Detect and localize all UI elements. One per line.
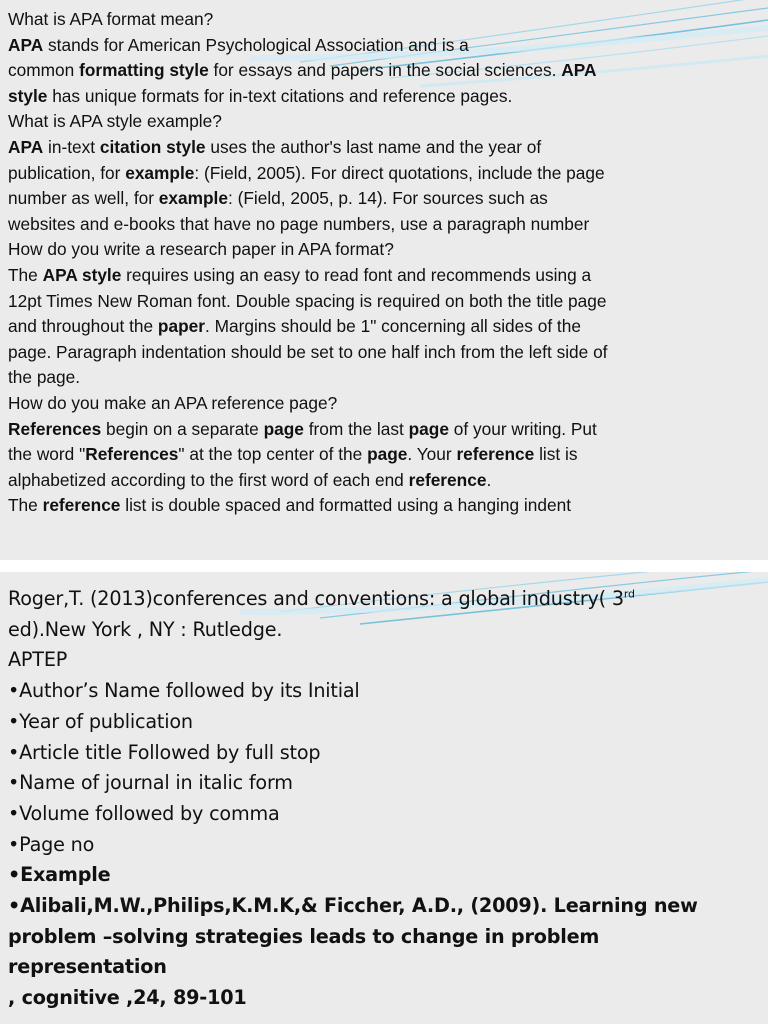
text-line bbox=[8, 365, 760, 391]
text-line bbox=[8, 289, 760, 315]
bold-text-run: APA bbox=[8, 34, 44, 55]
text-line bbox=[8, 391, 760, 417]
example-label: •Example bbox=[8, 863, 111, 887]
text-run: alphabetized according to the first word of each end bbox=[8, 469, 409, 490]
text-run: the page. bbox=[8, 367, 81, 388]
text-line bbox=[8, 33, 760, 59]
text-run: : (Field, 2005). For direct quotations, include the page bbox=[194, 162, 605, 183]
text-run: has unique formats for in-text citations and reference pages. bbox=[47, 85, 513, 106]
text-run: websites and e-books that have no page numbers, use a paragraph number bbox=[8, 213, 590, 234]
reference-format-text-block bbox=[8, 584, 764, 1014]
text-run: number as well, for bbox=[8, 188, 159, 209]
text-run: How do you write a research paper in APA format? bbox=[8, 239, 394, 260]
text-line bbox=[8, 263, 760, 289]
text-run: and throughout the bbox=[8, 316, 158, 337]
bold-text-run: page bbox=[367, 444, 408, 465]
bold-text-run: reference bbox=[42, 495, 121, 516]
bold-text-run: References bbox=[85, 444, 179, 465]
text-run: How do you make an APA reference page? bbox=[8, 392, 338, 413]
citation-line bbox=[8, 584, 764, 615]
citation-text: Roger,T. (2013)conferences and conventions: a global industry( 3 bbox=[8, 587, 624, 610]
text-run: publication, for bbox=[8, 162, 126, 183]
text-run: common bbox=[8, 60, 80, 81]
list-item: •Year of publication bbox=[8, 709, 193, 733]
text-line bbox=[8, 84, 760, 110]
example-citation-line: , cognitive ,24, 89-101 bbox=[8, 986, 247, 1010]
bold-text-run: style bbox=[8, 85, 48, 106]
text-line bbox=[8, 468, 760, 494]
acronym-heading: APTEP bbox=[8, 648, 68, 672]
slide-separator bbox=[0, 560, 768, 572]
list-item: •Article title Followed by full stop bbox=[8, 740, 321, 764]
text-run: for essays and papers in the social sciences. bbox=[208, 60, 562, 81]
list-item: •Author’s Name followed by its Initial bbox=[8, 679, 360, 703]
text-run: list is double spaced and formatted using a hanging indent bbox=[120, 495, 572, 516]
citation-line-continued: ed).New York , NY : Rutledge. bbox=[8, 617, 283, 641]
text-run: page. Paragraph indentation should be set to one half inch from the left side of bbox=[8, 341, 608, 362]
text-line bbox=[8, 493, 760, 519]
text-run: What is APA format mean? bbox=[8, 9, 214, 29]
text-line bbox=[8, 314, 760, 340]
text-line bbox=[8, 340, 760, 366]
bold-text-run: reference bbox=[408, 469, 487, 490]
text-run: . Margins should be 1" concerning all sides of the bbox=[204, 316, 581, 337]
text-line bbox=[8, 135, 760, 161]
text-run: . bbox=[486, 469, 492, 490]
text-run: begin on a separate bbox=[101, 418, 264, 439]
text-run: The bbox=[8, 495, 43, 516]
bold-text-run: APA style bbox=[42, 264, 122, 285]
example-citation-line: •Alibali,M.W.,Philips,K.M.K,& Ficcher, A.D., (2009). Learning new bbox=[8, 894, 698, 918]
bold-text-run: reference bbox=[456, 444, 535, 465]
text-run: in-text bbox=[43, 136, 100, 157]
text-run: requires using an easy to read font and recommends using a bbox=[121, 264, 592, 285]
bold-text-run: APA bbox=[561, 60, 597, 81]
text-run: of your writing. Put bbox=[448, 418, 597, 439]
text-line bbox=[8, 442, 760, 468]
text-run: the word " bbox=[8, 444, 86, 465]
text-line bbox=[8, 186, 760, 212]
ordinal-suffix: rd bbox=[623, 587, 635, 601]
text-run: list is bbox=[534, 444, 578, 465]
bold-text-run: example bbox=[158, 188, 228, 209]
list-item: •Name of journal in italic form bbox=[8, 771, 293, 795]
bold-text-run: example bbox=[125, 162, 195, 183]
text-run: uses the author's last name and the year of bbox=[205, 136, 542, 157]
bold-text-run: formatting style bbox=[79, 60, 209, 81]
bold-text-run: References bbox=[8, 418, 102, 439]
bold-text-run: page bbox=[263, 418, 304, 439]
text-run: 12pt Times New Roman font. Double spacing is required on both the title page bbox=[8, 290, 607, 311]
text-line bbox=[8, 161, 760, 187]
slide-reference-example bbox=[0, 572, 768, 1024]
text-run: . Your bbox=[407, 444, 457, 465]
list-item: •Page no bbox=[8, 832, 95, 856]
text-run: : (Field, 2005, p. 14). For sources such as bbox=[227, 188, 548, 209]
text-line bbox=[8, 237, 760, 263]
example-citation-line: problem –solving strategies leads to change in problem representation bbox=[8, 924, 600, 979]
list-item: •Volume followed by comma bbox=[8, 801, 280, 825]
text-line bbox=[8, 58, 760, 84]
bold-text-run: citation style bbox=[99, 136, 206, 157]
text-line bbox=[8, 417, 760, 443]
text-run: stands for American Psychological Association and is a bbox=[43, 34, 469, 55]
bold-text-run: paper bbox=[157, 316, 205, 337]
text-line bbox=[8, 7, 760, 33]
apa-faq-text-block bbox=[8, 7, 760, 519]
text-run: " at the top center of the bbox=[178, 444, 368, 465]
text-run: from the last bbox=[303, 418, 409, 439]
text-line bbox=[8, 212, 760, 238]
bold-text-run: page bbox=[408, 418, 449, 439]
text-line bbox=[8, 109, 760, 135]
text-run: What is APA style example? bbox=[8, 111, 222, 132]
text-run: The bbox=[8, 264, 43, 285]
bold-text-run: APA bbox=[8, 136, 44, 157]
